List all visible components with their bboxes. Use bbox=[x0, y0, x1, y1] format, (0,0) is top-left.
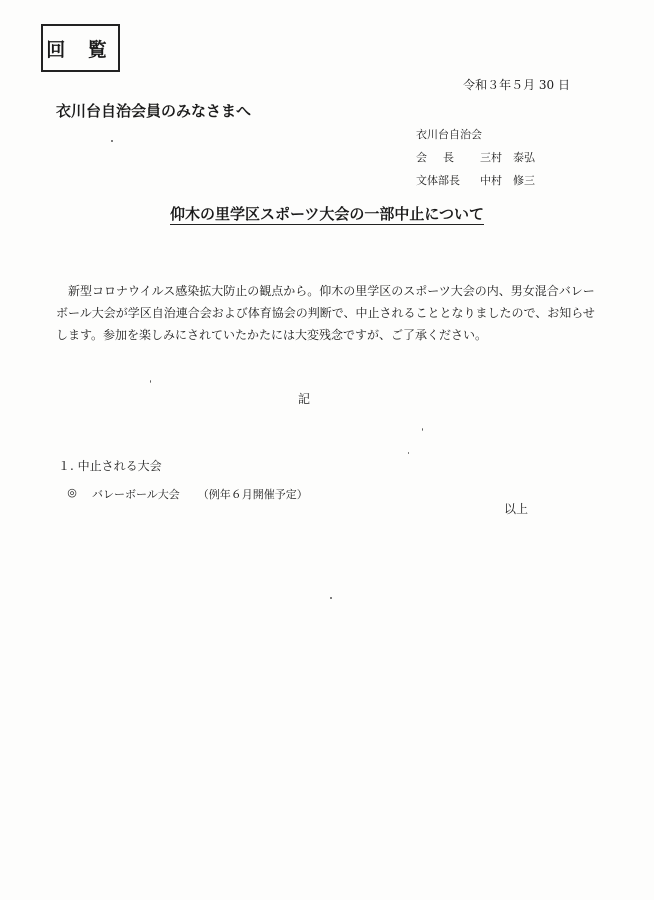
item-note: （例年６月開催予定） bbox=[197, 488, 308, 501]
item-name: バレーボール大会 bbox=[92, 488, 180, 501]
document-date: 令和３年５月 30 日 bbox=[463, 78, 570, 92]
scan-speck bbox=[150, 380, 151, 383]
section-heading: １. 中止される大会 bbox=[58, 459, 162, 473]
sender-role: 文体部長 bbox=[416, 174, 460, 187]
closing-mark: 以上 bbox=[504, 502, 529, 516]
sender-organization bbox=[416, 123, 535, 146]
circulation-stamp: 回 覧 bbox=[41, 24, 120, 72]
document-title-wrapper bbox=[0, 203, 654, 224]
scan-speck bbox=[111, 140, 113, 142]
addressee: 衣川台自治会員のみなさまへ bbox=[56, 102, 252, 120]
sender-block bbox=[416, 123, 535, 192]
scan-speck bbox=[330, 597, 332, 599]
body-paragraph: 新型コロナウイルス感染拡大防止の観点から。仰木の里学区のスポーツ大会の内、男女混合バレーボール大会が学区自治連合会および体育協会の判断で、中止されることとなりましたので、お知らせします。参加を楽しみにされていたかたには大変残念ですが、ご了承ください。 bbox=[56, 284, 595, 342]
sender-name: 中村 修三 bbox=[480, 174, 535, 187]
sender-row bbox=[416, 146, 535, 169]
sender-row bbox=[416, 169, 535, 192]
sender-organization-name: 衣川台自治会 bbox=[416, 128, 482, 141]
sender-name: 三村 泰弘 bbox=[480, 151, 535, 164]
double-circle-icon: ◎ bbox=[67, 486, 77, 499]
scan-speck bbox=[408, 452, 409, 454]
list-item bbox=[66, 486, 308, 502]
scan-speck bbox=[422, 428, 423, 431]
ki-marker: 記 bbox=[298, 392, 311, 406]
sender-role: 会長 bbox=[416, 151, 470, 164]
document-title: 仰木の里学区スポーツ大会の一部中止について bbox=[169, 205, 485, 223]
